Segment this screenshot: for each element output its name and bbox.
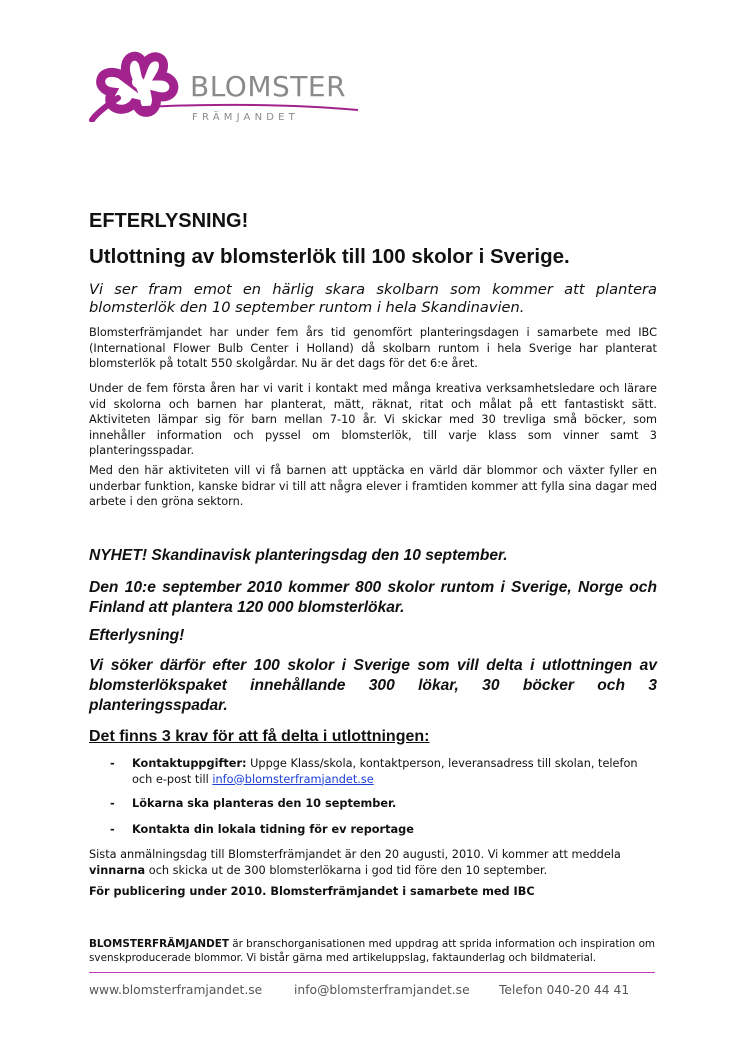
deadline-paragraph: Sista anmälningsdag till Blomsterfrämjandet är den 20 augusti, 2010. Vi kommer att meddela vinnarna och skicka ut de 300 blomsterlökarna i god tid före den 10 september. bbox=[89, 848, 621, 877]
requirement-label: Kontaktuppgifter: bbox=[132, 757, 247, 770]
winners-word: vinnarna bbox=[89, 863, 146, 877]
blomsterframjandet-logo bbox=[88, 46, 368, 136]
logo-wordmark: BLOMSTER bbox=[190, 70, 347, 103]
footer-divider bbox=[89, 972, 655, 973]
publication-note: För publicering under 2010. Blomsterfrämjandet i samarbete med IBC bbox=[89, 885, 535, 898]
footer-org-name: BLOMSTERFRÄMJANDET bbox=[89, 938, 229, 950]
requirements-heading: Det finns 3 krav för att få delta i utlottningen: bbox=[89, 728, 430, 745]
news-search: Vi söker därför efter 100 skolor i Sverige som vill delta i utlottningen av blomsterlökspaket innehållande 300 lökar, 30 böcker och 3 planteringsspadar. bbox=[89, 657, 657, 714]
lead-paragraph: Vi ser fram emot en härlig skara skolbarn som kommer att plantera blomsterlök den 10 september runtom i hela Skandinavien. bbox=[89, 281, 657, 316]
footer-phone: Telefon 040-20 44 41 bbox=[499, 983, 630, 997]
logo-subtitle: FRÄMJANDET bbox=[192, 112, 299, 123]
requirement-text: Kontakta din lokala tidning för ev reportage bbox=[132, 823, 414, 836]
list-dash: - bbox=[110, 797, 115, 810]
news-statement: Den 10:e september 2010 kommer 800 skolor runtom i Sverige, Norge och Finland att plantera 120 000 blomsterlökar. bbox=[89, 579, 657, 616]
requirement-text: Uppge Klass/skola, kontaktperson, leveransadress till skolan, telefon och e-post till bbox=[132, 757, 638, 786]
footer-organisation-note: BLOMSTERFRÄMJANDET är branschorganisationen med uppdrag att sprida information och inspiration om svenskproducerade blommor. Vi bistår gärna med artikeluppslag, faktaunderlag och bildmaterial. bbox=[89, 938, 656, 964]
page-title-utlottning: Utlottning av blomsterlök till 100 skolor i Sverige. bbox=[89, 245, 570, 268]
body-paragraph-1: Blomsterfrämjandet har under fem års tid genomfört planteringsdagen i samarbete med IBC (International Flower Bulb Center i Holland) då skolbarn runtom i hela Sverige har planterat blomsterlök på totalt 550 skolgårdar. Nu är det dags för det 6:e året. bbox=[89, 326, 657, 370]
requirement-item-contact bbox=[110, 756, 657, 787]
email-link[interactable]: info@blomsterframjandet.se bbox=[212, 772, 374, 786]
requirement-text: Lökarna ska planteras den 10 september. bbox=[132, 797, 397, 810]
page-title-efterlysning: EFTERLYSNING! bbox=[89, 210, 249, 232]
body-paragraph-3: Med den här aktiviteten vill vi få barnen att upptäcka en värld där blommor och växter fyller en underbar funktion, kanske bidrar vi till att några elever i framtiden kommer att fylla sina dagar med arbete i den gröna sektorn. bbox=[89, 464, 657, 508]
requirement-item-planting bbox=[110, 796, 657, 812]
list-dash: - bbox=[110, 757, 115, 770]
news-heading: NYHET! Skandinavisk planteringsdag den 10 september. bbox=[89, 547, 508, 564]
footer-website[interactable]: www.blomsterframjandet.se bbox=[89, 983, 263, 997]
news-efterlysning: Efterlysning! bbox=[89, 627, 185, 644]
requirement-item-newspaper bbox=[110, 822, 657, 838]
footer-email[interactable]: info@blomsterframjandet.se bbox=[294, 983, 470, 997]
body-paragraph-2: Under de fem första åren har vi varit i kontakt med många kreativa verksamhetsledare och lärare vid skolorna och barnen har planterat, mätt, räknat, ritat och målat på ett fantastiskt sätt. Aktiviteten lämpar sig för barn mellan 7-10 år. Vi skickar med 30 trevliga små böcker, som innehåller information och pyssel om blomsterlök, till varje klass som vinner samt 3 planteringsspadar. bbox=[89, 382, 657, 457]
list-dash: - bbox=[110, 823, 115, 836]
